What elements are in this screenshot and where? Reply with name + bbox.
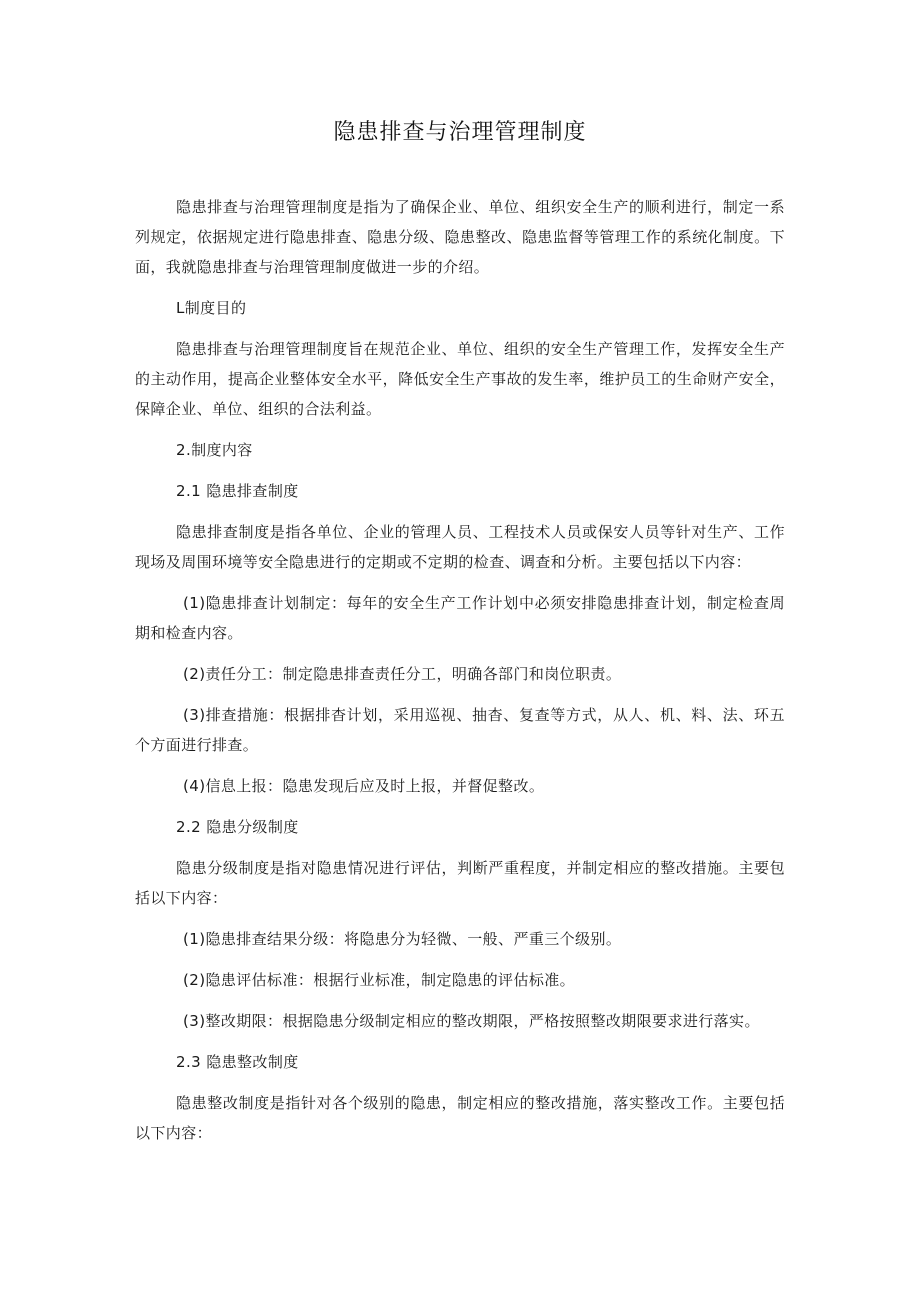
section-1-paragraph: 隐患排查与治理管理制度旨在规范企业、单位、组织的安全生产管理工作，发挥安全生产的主动作用，提高企业整体安全水平，降低安全生产事故的发生率，维护员工的生命财产安全，保障企业、单位、组织的合法利益。 [135,340,785,418]
subsection-2-2-paragraph: 隐患分级制度是指对隐患情况进行评估，判断严重程度，并制定相应的整改措施。主要包括以下内容： [135,859,785,907]
section-1-heading: L制度目的 [176,299,247,317]
list-item: (3)整改期限：根据隐患分级制定相应的整改期限，严格按照整改期限要求进行落实。 [183,1012,760,1030]
list-item: (2)隐患评估标准：根据行业标准，制定隐患的评估标准。 [183,971,576,989]
section-2-heading: 2.制度内容 [176,441,253,459]
subsection-2-1-paragraph: 隐患排查制度是指各单位、企业的管理人员、工程技术人员或保安人员等针对生产、工作现场及周围环境等安全隐患进行的定期或不定期的检查、调查和分析。主要包括以下内容： [135,523,785,571]
document-body [135,192,785,1159]
intro-paragraph: 隐患排查与治理管理制度是指为了确保企业、单位、组织安全生产的顺利进行，制定一系列规定，依据规定进行隐患排查、隐患分级、隐患整改、隐患监督等管理工作的系统化制度。下面，我就隐患排查与治理管理制度做进一步的介绍。 [135,198,785,276]
list-item: (1)隐患排查结果分级：将隐患分为轻微、一般、严重三个级别。 [183,930,622,948]
subsection-2-3-paragraph: 隐患整改制度是指针对各个级别的隐患，制定相应的整改措施，落实整改工作。主要包括以下内容： [135,1094,785,1142]
list-item: (1)隐患排查计划制定：每年的安全生产工作计划中必须安排隐患排查计划，制定检查周期和检查内容。 [135,594,785,642]
subsection-2-2-heading: 2.2 隐患分级制度 [176,818,299,836]
subsection-2-1-heading: 2.1 隐患排查制度 [176,482,299,500]
document-title: 隐患排查与治理管理制度 [333,120,587,145]
list-item: (3)排查措施：根据排杳计划，采用巡视、抽杳、复查等方式，从人、机、料、法、环五个方面进行排查。 [135,706,785,754]
list-item: (2)责任分工：制定隐患排查责任分工，明确各部门和岗位职责。 [183,665,622,683]
subsection-2-3-heading: 2.3 隐患整改制度 [176,1053,299,1071]
list-item: (4)信息上报：隐患发现后应及时上报，并督促整改。 [183,777,545,795]
